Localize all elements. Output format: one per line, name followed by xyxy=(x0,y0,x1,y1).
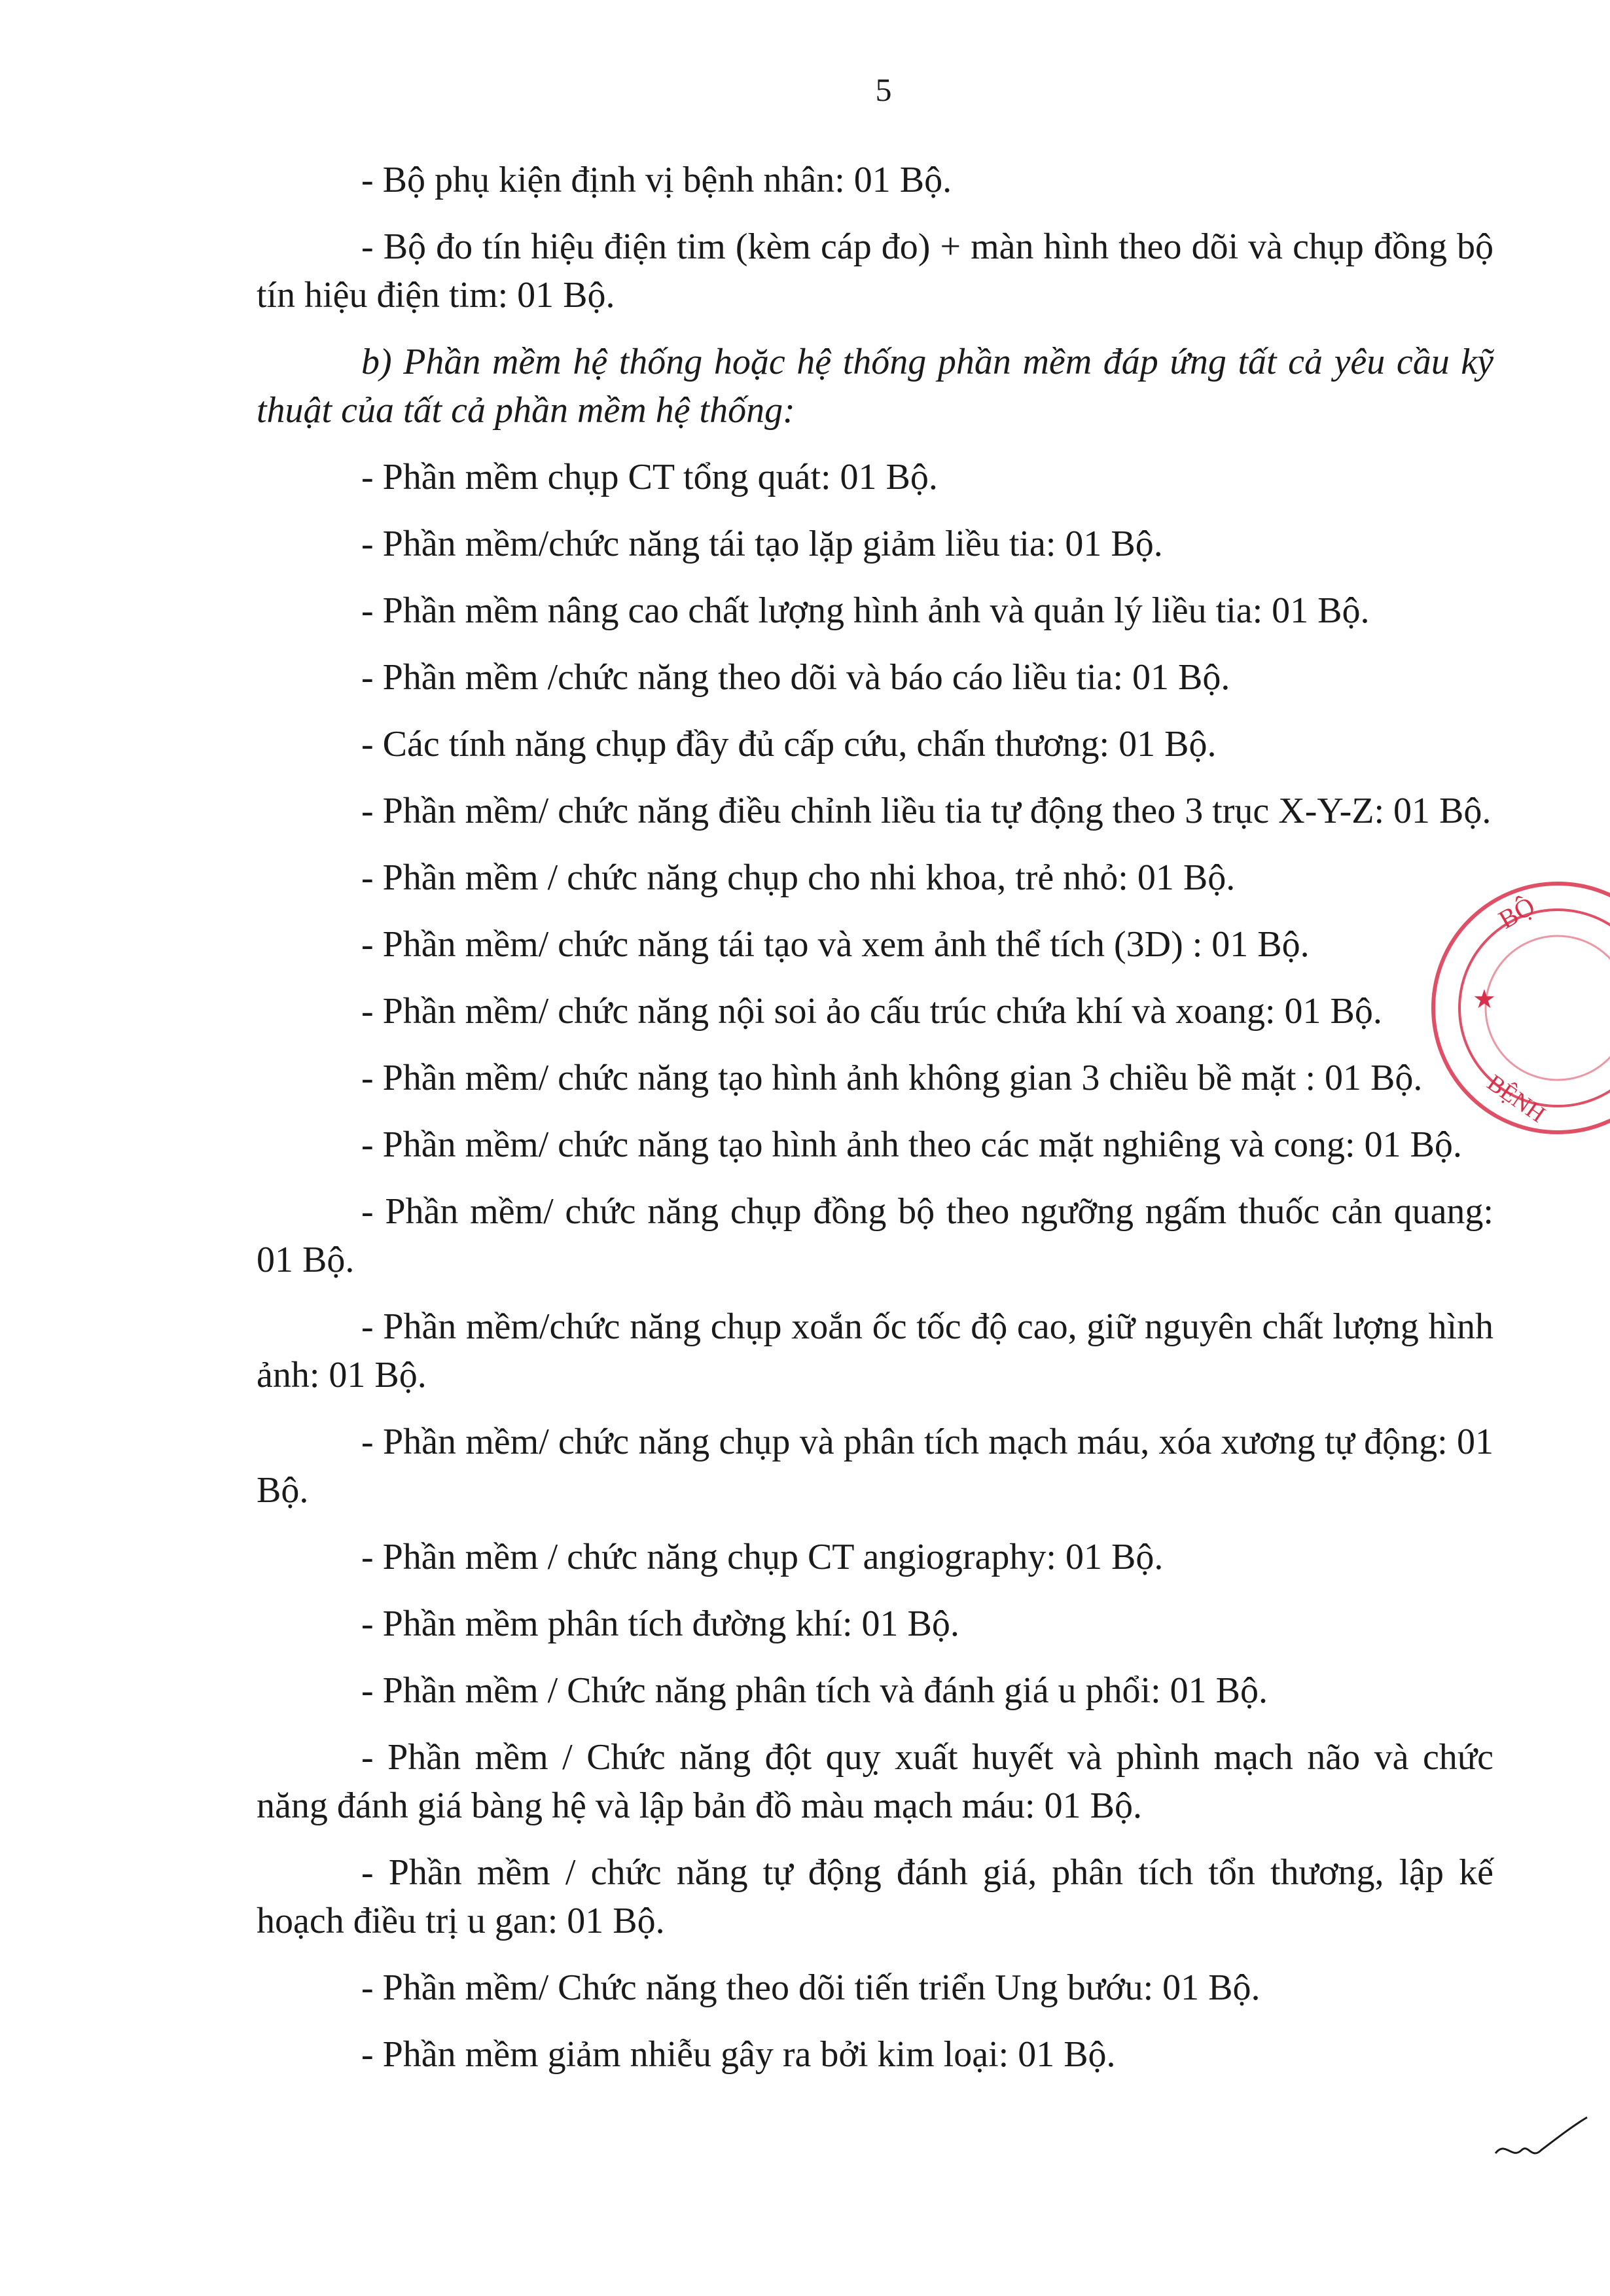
paragraph-24: - Phần mềm giảm nhiễu gây ra bởi kim loại: 01 Bộ. xyxy=(361,2034,1116,2075)
svg-text:BỘ: BỘ xyxy=(1494,891,1540,935)
paragraph-10: - Phần mềm / chức năng chụp cho nhi khoa, trẻ nhỏ: 01 Bộ. xyxy=(361,857,1236,898)
paragraph-6: - Phần mềm nâng cao chất lượng hình ảnh và quản lý liều tia: 01 Bộ. xyxy=(361,590,1370,631)
official-seal-stamp xyxy=(1427,877,1610,1139)
paragraph-18: - Phần mềm / chức năng chụp CT angiography: 01 Bộ. xyxy=(361,1537,1164,1577)
paragraph-2: - Bộ đo tín hiệu điện tim (kèm cáp đo) + màn hình theo dõi và chụp đồng bộ tín hiệu điện tim: 01 Bộ. xyxy=(257,226,1494,315)
paragraph-12: - Phần mềm/ chức năng nội soi ảo cấu trúc chứa khí và xoang: 01 Bộ. xyxy=(361,991,1382,1031)
paragraph-1: - Bộ phụ kiện định vị bệnh nhân: 01 Bộ. xyxy=(361,160,952,200)
svg-text:BỆNH: BỆNH xyxy=(1482,1069,1550,1128)
paragraph-8: - Các tính năng chụp đầy đủ cấp cứu, chấn thương: 01 Bộ. xyxy=(361,724,1217,764)
paragraph-9: - Phần mềm/ chức năng điều chỉnh liều tia tự động theo 3 trục X-Y-Z: 01 Bộ. xyxy=(361,791,1492,831)
signature-mark xyxy=(1492,2114,1590,2166)
paragraph-13: - Phần mềm/ chức năng tạo hình ảnh không gian 3 chiều bề mặt : 01 Bộ. xyxy=(361,1058,1423,1098)
paragraph-22: - Phần mềm / chức năng tự động đánh giá, phân tích tổn thương, lập kế hoạch điều trị u gan: 01 Bộ. xyxy=(257,1852,1494,1941)
paragraph-5: - Phần mềm/chức năng tái tạo lặp giảm liều tia: 01 Bộ. xyxy=(361,524,1163,564)
paragraph-17: - Phần mềm/ chức năng chụp và phân tích mạch máu, xóa xương tự động: 01 Bộ. xyxy=(257,1422,1494,1511)
paragraph-23: - Phần mềm/ Chức năng theo dõi tiến triển Ung bướu: 01 Bộ. xyxy=(361,1967,1261,2008)
paragraph-7: - Phần mềm /chức năng theo dõi và báo cáo liều tia: 01 Bộ. xyxy=(361,657,1230,698)
paragraph-21: - Phần mềm / Chức năng đột quỵ xuất huyết và phình mạch não và chức năng đánh giá bàng hệ và lập bản đồ màu mạch máu: 01 Bộ. xyxy=(257,1737,1494,1826)
svg-text:★: ★ xyxy=(1473,984,1496,1014)
paragraph-16: - Phần mềm/chức năng chụp xoắn ốc tốc độ cao, giữ nguyên chất lượng hình ảnh: 01 Bộ. xyxy=(257,1306,1494,1395)
paragraph-14: - Phần mềm/ chức năng tạo hình ảnh theo các mặt nghiêng và cong: 01 Bộ. xyxy=(361,1124,1462,1165)
paragraph-4: - Phần mềm chụp CT tổng quát: 01 Bộ. xyxy=(361,457,938,497)
page-number: 5 xyxy=(875,71,892,108)
paragraph-19: - Phần mềm phân tích đường khí: 01 Bộ. xyxy=(361,1604,959,1644)
paragraph-20: - Phần mềm / Chức năng phân tích và đánh giá u phổi: 01 Bộ. xyxy=(361,1670,1268,1711)
paragraph-15: - Phần mềm/ chức năng chụp đồng bộ theo ngưỡng ngấm thuốc cản quang: 01 Bộ. xyxy=(257,1191,1494,1280)
document-body xyxy=(257,156,1494,2097)
paragraph-11: - Phần mềm/ chức năng tái tạo và xem ảnh thể tích (3D) : 01 Bộ. xyxy=(361,924,1310,965)
section-heading-b: b) Phần mềm hệ thống hoặc hệ thống phần mềm đáp ứng tất cả yêu cầu kỹ thuật của tất cả phần mềm hệ thống: xyxy=(257,342,1494,431)
